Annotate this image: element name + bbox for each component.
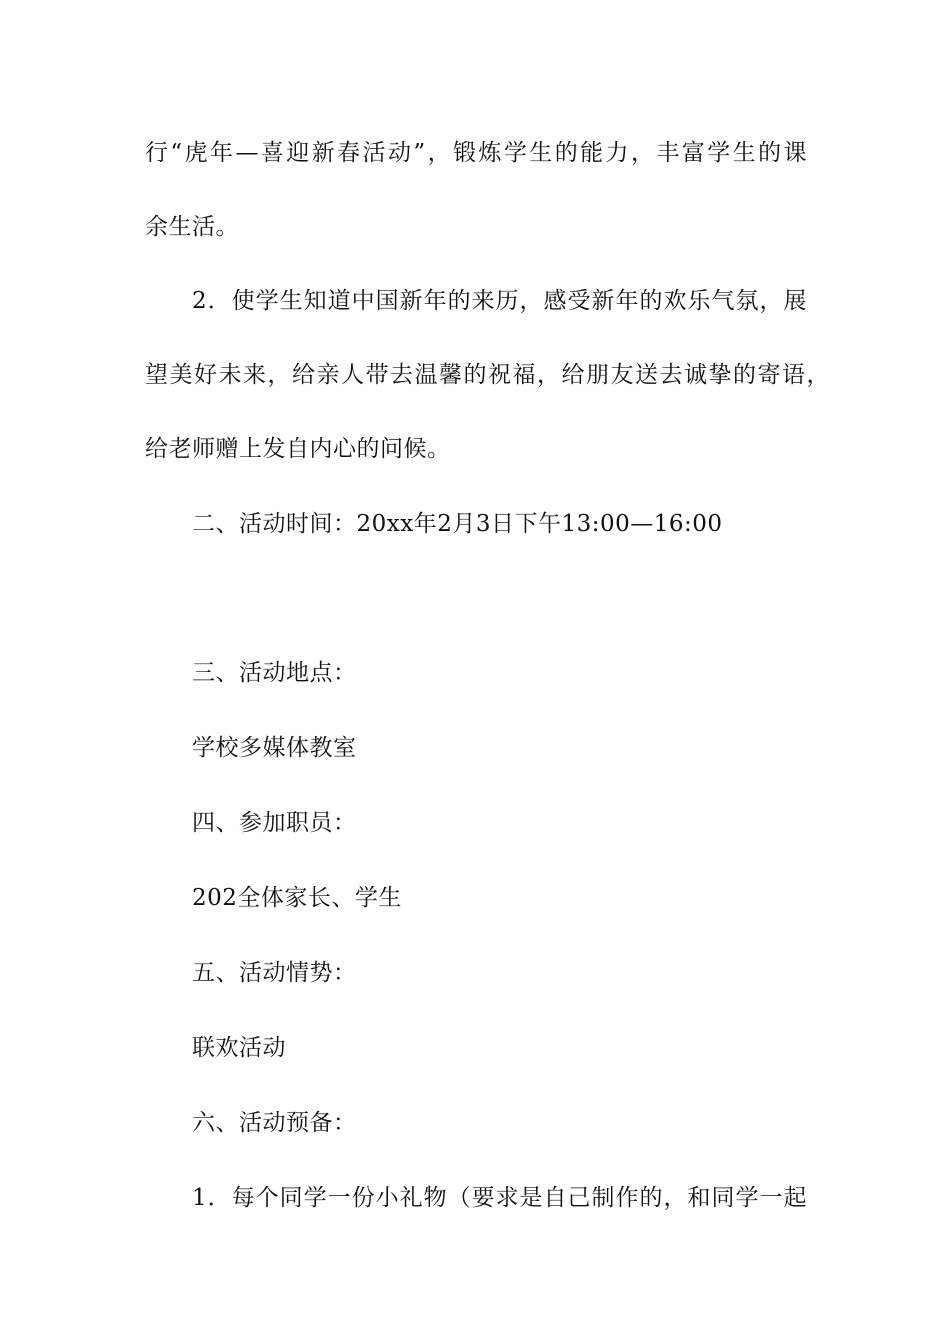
section-2-time: 二、活动时间：20xx年2月3日下午13:00—16:00 xyxy=(192,511,723,537)
section-4-content: 202全体家长、学生 xyxy=(192,885,402,911)
paragraph-2-line-1: 2．使学生知道中国新年的来历，感受新年的欢乐气氛，展 xyxy=(192,288,807,314)
section-3-heading: 三、活动地点： xyxy=(192,660,357,686)
section-3-content: 学校多媒体教室 xyxy=(192,735,357,761)
section-6-heading: 六、活动预备： xyxy=(192,1110,357,1136)
paragraph-1-line-1: 行“虎年—喜迎新春活动”，锻炼学生的能力，丰富学生的课 xyxy=(145,140,807,166)
section-5-heading: 五、活动情势： xyxy=(192,960,357,986)
section-6-item-1: 1．每个同学一份小礼物（要求是自己制作的，和同学一起 xyxy=(192,1185,807,1211)
section-4-heading: 四、参加职员： xyxy=(192,810,357,836)
section-5-content: 联欢活动 xyxy=(192,1035,286,1061)
paragraph-1-line-2: 余生活。 xyxy=(145,214,239,240)
paragraph-2-line-3: 给老师赠上发自内心的问候。 xyxy=(145,436,451,462)
paragraph-2-line-2: 望美好未来，给亲人带去温馨的祝福，给朋友送去诚挚的寄语， xyxy=(145,362,830,388)
